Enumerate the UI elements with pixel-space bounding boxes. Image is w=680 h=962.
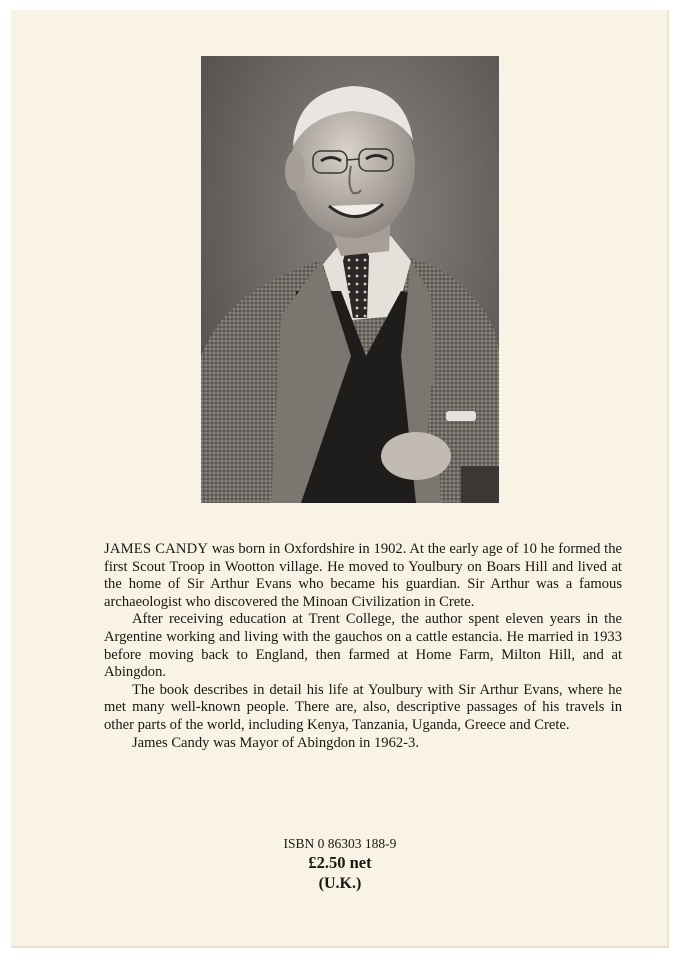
- bio-paragraph-3: The book describes in detail his life at Youlbury with Sir Arthur Evans, where he met many well-known people. There are, also, descriptive passages of his travels in other parts of the world, including Kenya, Tanzania, Uganda, Greece and Crete.: [104, 681, 622, 733]
- isbn-number: ISBN 0 86303 188-9: [283, 836, 397, 851]
- author-name: JAMES CANDY: [104, 541, 209, 557]
- bio-paragraph-1: [104, 541, 622, 611]
- author-biography: [104, 541, 622, 752]
- bio-paragraph-4: James Candy was Mayor of Abingdon in 1962-3.: [132, 734, 419, 751]
- author-portrait-photo: [201, 56, 499, 503]
- country-label: (U.K.): [318, 875, 362, 892]
- bio-paragraph-2: After receiving education at Trent College, the author spent eleven years in the Argentine working and living with the gauchos on a cattle estancia. He married in 1933 before moving back to England, then farmed at Home Farm, Milton Hill, and at Abingdon.: [104, 611, 622, 681]
- price-label: £2.50 net: [308, 853, 372, 872]
- bio-paragraph-1-text: was born in Oxfordshire in 1902. At the early age of 10 he formed the first Scout Troop in Wootton village. He moved to Youlbury on Boars Hill and lived at the home of Sir Arthur Evans who became his guardian. Sir Arthur was a famous archaeologist who discovered the Minoan Civilization in Crete.: [104, 541, 622, 610]
- price-block: [0, 835, 680, 894]
